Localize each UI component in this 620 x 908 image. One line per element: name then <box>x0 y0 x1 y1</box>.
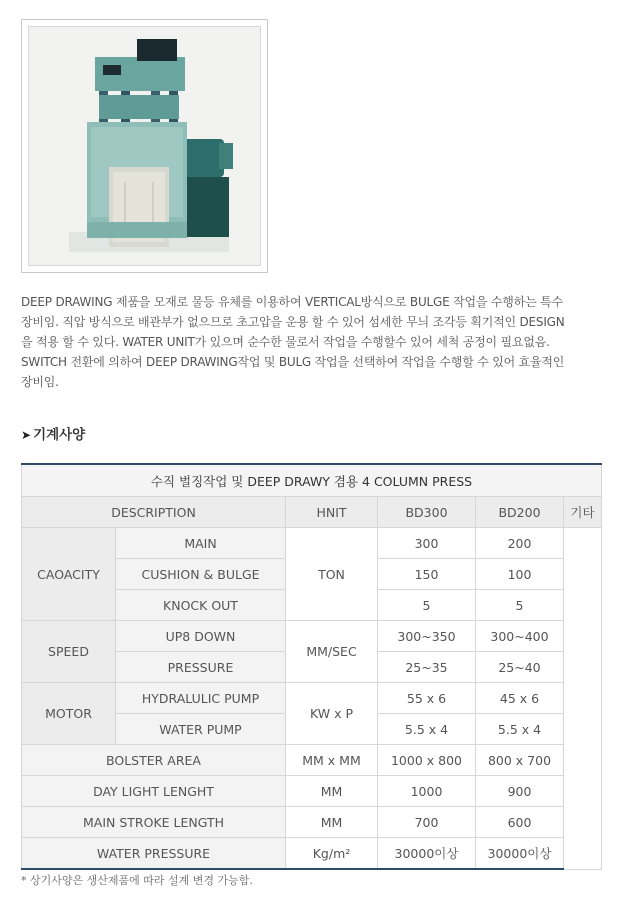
bd300-cell: 5.5 x 4 <box>378 714 476 745</box>
bd300-cell: 300~350 <box>378 621 476 652</box>
unit-cell: KW x P <box>286 683 378 745</box>
bd200-cell: 30000이상 <box>476 838 564 870</box>
press-machine-image <box>28 26 261 266</box>
bd300-cell: 150 <box>378 559 476 590</box>
bd300-cell: 700 <box>378 807 476 838</box>
unit-cell: MM x MM <box>286 745 378 776</box>
table-row <box>22 807 602 838</box>
header-bd300: BD300 <box>378 497 476 528</box>
product-photo-frame <box>21 19 268 273</box>
row-label: WATER PRESSURE <box>22 838 286 870</box>
spec-table <box>21 463 602 870</box>
header-bd200: BD200 <box>476 497 564 528</box>
table-header-row <box>22 497 602 528</box>
bd300-cell: 55 x 6 <box>378 683 476 714</box>
bd200-cell: 900 <box>476 776 564 807</box>
row-label: HYDRALULIC PUMP <box>116 683 286 714</box>
row-label: UP8 DOWN <box>116 621 286 652</box>
table-caption: 수직 벌징작업 및 DEEP DRAWY 겸용 4 COLUMN PRESS <box>22 464 602 497</box>
unit-cell: Kg/m² <box>286 838 378 870</box>
bd200-cell: 5 <box>476 590 564 621</box>
bd300-cell: 5 <box>378 590 476 621</box>
bd300-cell: 1000 <box>378 776 476 807</box>
bd200-cell: 100 <box>476 559 564 590</box>
table-row <box>22 838 602 870</box>
group-speed: SPEED <box>22 621 116 683</box>
row-label: MAIN STROKE LENGTH <box>22 807 286 838</box>
bd200-cell: 300~400 <box>476 621 564 652</box>
bd300-cell: 30000이상 <box>378 838 476 870</box>
row-label: MAIN <box>116 528 286 559</box>
bd200-cell: 200 <box>476 528 564 559</box>
footnote: * 상기사양은 생산제품에 따라 설계 변경 가능함. <box>21 874 253 887</box>
bd200-cell: 5.5 x 4 <box>476 714 564 745</box>
row-label: DAY LIGHT LENGHT <box>22 776 286 807</box>
unit-cell: MM/SEC <box>286 621 378 683</box>
unit-cell: MM <box>286 776 378 807</box>
bd200-cell: 600 <box>476 807 564 838</box>
bd300-cell: 1000 x 800 <box>378 745 476 776</box>
bd300-cell: 300 <box>378 528 476 559</box>
section-title-text: 기계사양 <box>33 427 86 443</box>
table-row <box>22 683 602 714</box>
row-label: KNOCK OUT <box>116 590 286 621</box>
row-label: CUSHION & BULGE <box>116 559 286 590</box>
description-line: 을 적용 할 수 있다. WATER UNIT가 있으며 순수한 물로서 작업을 수행할수 있어 세척 공정이 필요없음. <box>21 335 550 349</box>
table-row <box>22 776 602 807</box>
bd200-cell: 45 x 6 <box>476 683 564 714</box>
product-description <box>21 292 601 392</box>
row-label: BOLSTER AREA <box>22 745 286 776</box>
header-etc: 기타 <box>564 497 602 528</box>
row-label: PRESSURE <box>116 652 286 683</box>
unit-cell: TON <box>286 528 378 621</box>
table-row <box>22 621 602 652</box>
group-capacity: CAOACITY <box>22 528 116 621</box>
bd200-cell: 800 x 700 <box>476 745 564 776</box>
etc-cell <box>564 528 602 870</box>
bd300-cell: 25~35 <box>378 652 476 683</box>
group-motor: MOTOR <box>22 683 116 745</box>
bd200-cell: 25~40 <box>476 652 564 683</box>
description-line: 장비임. 직압 방식으로 배관부가 없으므로 초고압을 운용 할 수 있어 섬세한 무늬 조각등 획기적인 DESIGN <box>21 315 565 329</box>
unit-cell: MM <box>286 807 378 838</box>
section-title <box>21 423 85 443</box>
table-row <box>22 528 602 559</box>
description-line: 장비임. <box>21 375 59 389</box>
header-description: DESCRIPTION <box>22 497 286 528</box>
arrow-icon: ➤ <box>21 428 32 442</box>
header-unit: HNIT <box>286 497 378 528</box>
row-label: WATER PUMP <box>116 714 286 745</box>
description-line: SWITCH 전환에 의하여 DEEP DRAWING작업 및 BULG 작업을 선택하여 작업을 수행할 수 있어 효율적인 <box>21 355 565 369</box>
table-row <box>22 745 602 776</box>
description-line: DEEP DRAWING 제품을 모재로 물등 유체를 이용하여 VERTICAL방식으로 BULGE 작업을 수행하는 특수 <box>21 295 563 309</box>
